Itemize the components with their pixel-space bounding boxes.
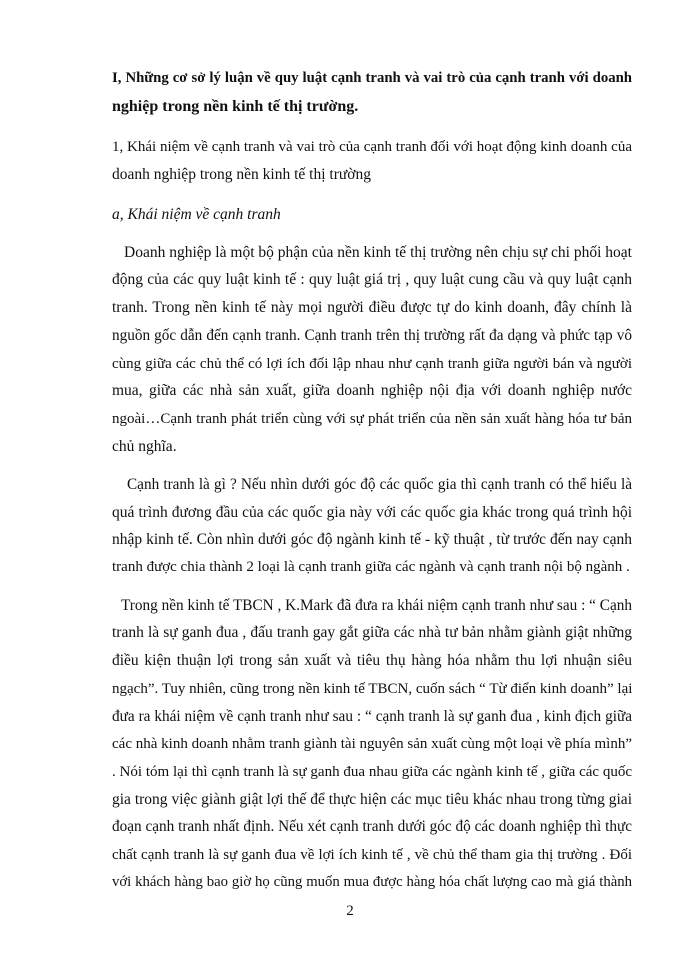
paragraph-1-line: chủ nghĩa. (112, 438, 177, 455)
subsection-title-line-1: 1, Khái niệm về cạnh tranh và vai trò của cạnh tranh đối với hoạt động kinh doanh của (112, 139, 632, 155)
paragraph-1-line: nguồn gốc dẫn đến cạnh tranh. Cạnh tranh trên thị trường rất đa dạng và phức tạp vô (112, 327, 632, 344)
paragraph-2-line: tranh được chia thành 2 loại là cạnh tranh giữa các ngành và cạnh tranh nội bộ ngành . (112, 559, 630, 575)
paragraph-2-line: nhập kinh tế. Còn nhìn dưới góc độ ngành kinh tế - kỹ thuật , từ trước đến nay cạnh (112, 531, 632, 548)
page-number: 2 (346, 903, 354, 919)
paragraph-3-line: các nhà kinh doanh nhằm tranh giành tài nguyên sản xuất cùng một loại về phía mình” (112, 736, 632, 752)
paragraph-1-line: tranh. Trong nền kinh tế này mọi người điều được tự do kinh doanh, đây chính là (112, 299, 632, 316)
paragraph-3-line: ngạch”. Tuy nhiên, cũng trong nền kinh tế TBCN, cuốn sách “ Từ điển kinh doanh” lại (112, 681, 633, 697)
paragraph-1-line: Doanh nghiệp là một bộ phận của nền kinh tế thị trường nên chịu sự chi phối hoạt (124, 244, 632, 261)
paragraph-3-line: điều kiện thuận lợi trong sản xuất và tiêu thụ hàng hóa nhằm thu lợi nhuận siêu (112, 652, 632, 669)
paragraph-3-line: chất cạnh tranh là sự ganh đua về lợi ích kinh tế , về chủ thể tham gia thị trường . Đối (112, 847, 632, 863)
subsection-title-line-2: doanh nghiệp trong nền kinh tế thị trường (112, 166, 371, 183)
paragraph-2-line: quá trình đương đầu của các quốc gia này với các quốc gia khác trong quá trình hội (112, 504, 632, 521)
paragraph-3-line: đưa ra khái niệm về cạnh tranh như sau : “ cạnh tranh là sự ganh đua , kinh địch giữa (112, 708, 632, 725)
paragraph-3-line: . Nói tóm lại thì cạnh tranh là sự ganh đua nhau giữa các ngành kinh tế , giữa các quốc (112, 764, 632, 780)
section-title-line-1: I, Những cơ sở lý luận về quy luật cạnh tranh và vai trò của cạnh tranh với doanh (112, 70, 632, 86)
paragraph-2-line: Cạnh tranh là gì ? Nếu nhìn dưới góc độ các quốc gia thì cạnh tranh có thể hiểu là (127, 476, 632, 493)
section-title-line-2: nghiệp trong nền kinh tế thị trường. (112, 98, 359, 115)
paragraph-1-line: cùng giữa các chủ thể có lợi ích đối lập nhau như cạnh tranh giữa người bán và người (112, 356, 632, 372)
paragraph-3-line: Trong nền kinh tế TBCN , K.Mark đã đưa ra khái niệm cạnh tranh như sau : “ Cạnh (121, 597, 632, 614)
paragraph-3-line: tranh là sự ganh đua , đấu tranh gay gắt giữa các nhà tư bản nhằm giành giật những (112, 624, 632, 641)
heading-a: a, Khái niệm về cạnh tranh (112, 206, 281, 223)
paragraph-3-line: gia trong việc giành giật lợi thế để thực hiện các mục tiêu khác nhau trong từng giai (112, 791, 632, 808)
paragraph-3-line: đoạn cạnh tranh nhất định. Nếu xét cạnh tranh dưới góc độ các doanh nghiệp thì thực (112, 818, 632, 835)
paragraph-1-line: mua, giữa các nhà sản xuất, giữa doanh nghiệp nội địa với doanh nghiệp nước (112, 382, 632, 399)
paragraph-3-line: với khách hàng bao giờ họ cũng muốn mua được hàng hóa chất lượng cao mà giá thành (112, 874, 632, 890)
paragraph-1-line: động của các quy luật kinh tế : quy luật giá trị , quy luật cung cầu và quy luật cạnh (112, 271, 632, 288)
paragraph-1-line: ngoài…Cạnh tranh phát triển cùng với sự phát triển của nền sản xuất hàng hóa tư bản (112, 411, 632, 427)
